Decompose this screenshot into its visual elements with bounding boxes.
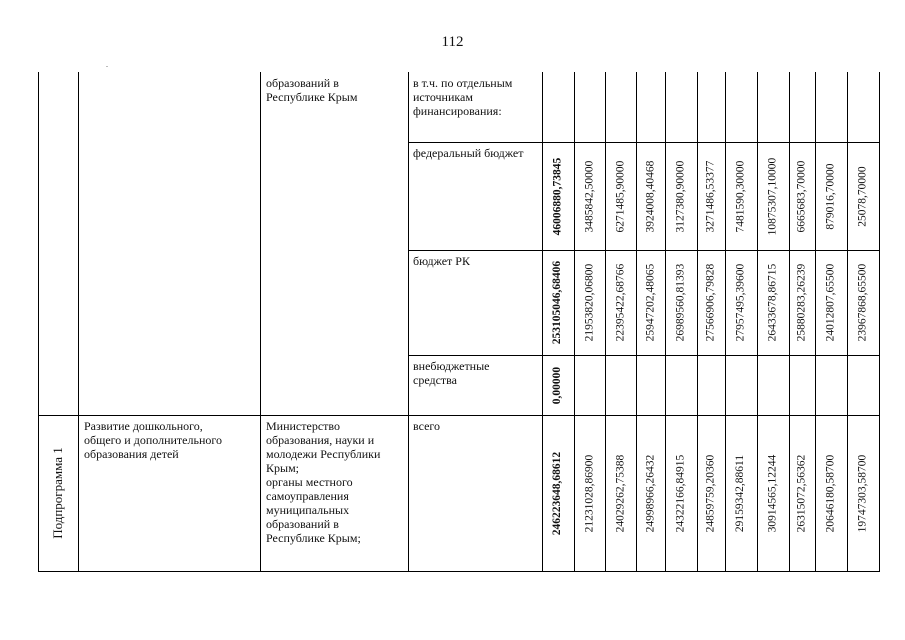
year-amount [824, 454, 838, 532]
year-amount [583, 263, 597, 342]
year-amount [704, 160, 718, 232]
column-rule [665, 72, 666, 572]
total-amount [551, 451, 565, 535]
executor-cell: образований в Республике Крым [266, 76, 358, 104]
year-amount-text: 27957495,39600 [734, 263, 747, 342]
year-amount-text: 27566906,79828 [704, 263, 717, 342]
year-amount-text: 24012807,65500 [824, 263, 837, 342]
year-amount [795, 263, 809, 342]
year-amount-text: 30914565,12244 [766, 454, 779, 532]
subprogram-label-text: Подпрограмма 1 [50, 447, 66, 539]
year-amount [856, 263, 870, 342]
year-amount-text: 25947202,48065 [644, 263, 656, 342]
year-amount [704, 454, 718, 532]
year-amount [795, 160, 809, 232]
year-amount-text: 26315072,56362 [795, 454, 808, 532]
column-rule [260, 72, 261, 572]
year-amount [674, 160, 688, 232]
year-amount [704, 263, 718, 342]
year-amount-text: 26989560,81393 [674, 263, 687, 342]
year-amount-text: 25078,70000 [856, 165, 869, 227]
year-amount [734, 160, 748, 232]
year-amount-text: 21231028,86900 [583, 454, 595, 532]
funding-source: бюджет РК [413, 254, 470, 268]
total-amount-text: 246223648,68612 [551, 451, 564, 535]
year-amount [674, 263, 688, 342]
year-amount-text: 24859759,20360 [704, 454, 717, 532]
total-amount [551, 157, 565, 235]
year-amount-text: 26433678,86715 [766, 263, 779, 342]
total-amount [551, 366, 565, 404]
year-amount-text: 3924008,40468 [644, 160, 656, 232]
column-rule [574, 72, 575, 572]
page-number: 112 [441, 34, 464, 50]
year-amount [674, 454, 688, 532]
column-rule [542, 72, 543, 572]
column-rule [847, 72, 848, 572]
year-amount [856, 454, 870, 532]
year-amount-text: 6665683,70000 [795, 160, 808, 232]
total-amount [551, 260, 565, 345]
year-amount [734, 263, 748, 342]
year-amount [583, 454, 597, 532]
column-rule [757, 72, 758, 572]
column-rule [789, 72, 790, 572]
executor-cell: Министерство образования, науки и молодежи Республики Крым; органы местного самоуправления муниципальных образований в Республике Крым; [266, 419, 381, 545]
year-amount-text: 24998966,26432 [644, 454, 656, 532]
row-rule [38, 571, 880, 572]
row-rule [408, 355, 880, 356]
year-amount [644, 160, 658, 232]
column-rule [815, 72, 816, 572]
scan-artifact [106, 66, 108, 67]
year-amount [614, 160, 628, 232]
year-amount-text: 29159342,88611 [734, 454, 747, 532]
year-amount-text: 6271485,90000 [614, 160, 626, 232]
year-amount-text: 7481590,30000 [734, 160, 747, 232]
subprogram-label [50, 447, 66, 539]
row-rule [408, 142, 880, 143]
column-rule [725, 72, 726, 572]
year-amount [766, 157, 780, 235]
column-rule [636, 72, 637, 572]
year-amount [614, 454, 628, 532]
year-amount [614, 263, 628, 342]
year-amount [766, 454, 780, 532]
year-amount [734, 454, 748, 532]
column-rule [408, 72, 409, 572]
year-amount [644, 454, 658, 532]
year-amount [856, 165, 870, 227]
year-amount-text: 19747303,58700 [856, 454, 869, 532]
row-rule [38, 415, 880, 416]
total-amount-text: 253105046,68406 [551, 260, 564, 345]
year-amount-text: 879016,70000 [824, 162, 837, 230]
total-amount-text: 0,00000 [551, 366, 564, 404]
year-amount-text: 3127380,90000 [674, 160, 687, 232]
total-amount-text: 46006880,73845 [551, 157, 564, 235]
funding-source: в т.ч. по отдельным источникам финансирования: [413, 76, 513, 118]
year-amount-text: 3271486,53377 [704, 160, 717, 232]
year-amount [583, 160, 597, 232]
year-amount-text: 3485842,50000 [583, 160, 595, 232]
year-amount-text: 25880283,26239 [795, 263, 808, 342]
column-rule [38, 72, 39, 572]
year-amount [766, 263, 780, 342]
year-amount-text: 20646180,58700 [824, 454, 837, 532]
year-amount-text: 22395422,68766 [614, 263, 626, 342]
funding-source: федеральный бюджет [413, 146, 524, 160]
year-amount-text: 10875307,10000 [766, 157, 779, 235]
year-amount-text: 21953820,06800 [583, 263, 595, 342]
column-rule [78, 72, 79, 572]
year-amount [795, 454, 809, 532]
funding-source: внебюджетные средства [413, 359, 490, 387]
program-name: Развитие дошкольного, общего и дополнительного образования детей [84, 419, 222, 461]
column-rule [879, 72, 880, 572]
year-amount-text: 24322166,84915 [674, 454, 687, 532]
year-amount-text: 23967868,65500 [856, 263, 869, 342]
year-amount [644, 263, 658, 342]
row-rule [408, 250, 880, 251]
funding-source: всего [413, 419, 441, 433]
year-amount [824, 263, 838, 342]
column-rule [605, 72, 606, 572]
column-rule [697, 72, 698, 572]
year-amount [824, 162, 838, 230]
year-amount-text: 24029262,75388 [614, 454, 626, 532]
